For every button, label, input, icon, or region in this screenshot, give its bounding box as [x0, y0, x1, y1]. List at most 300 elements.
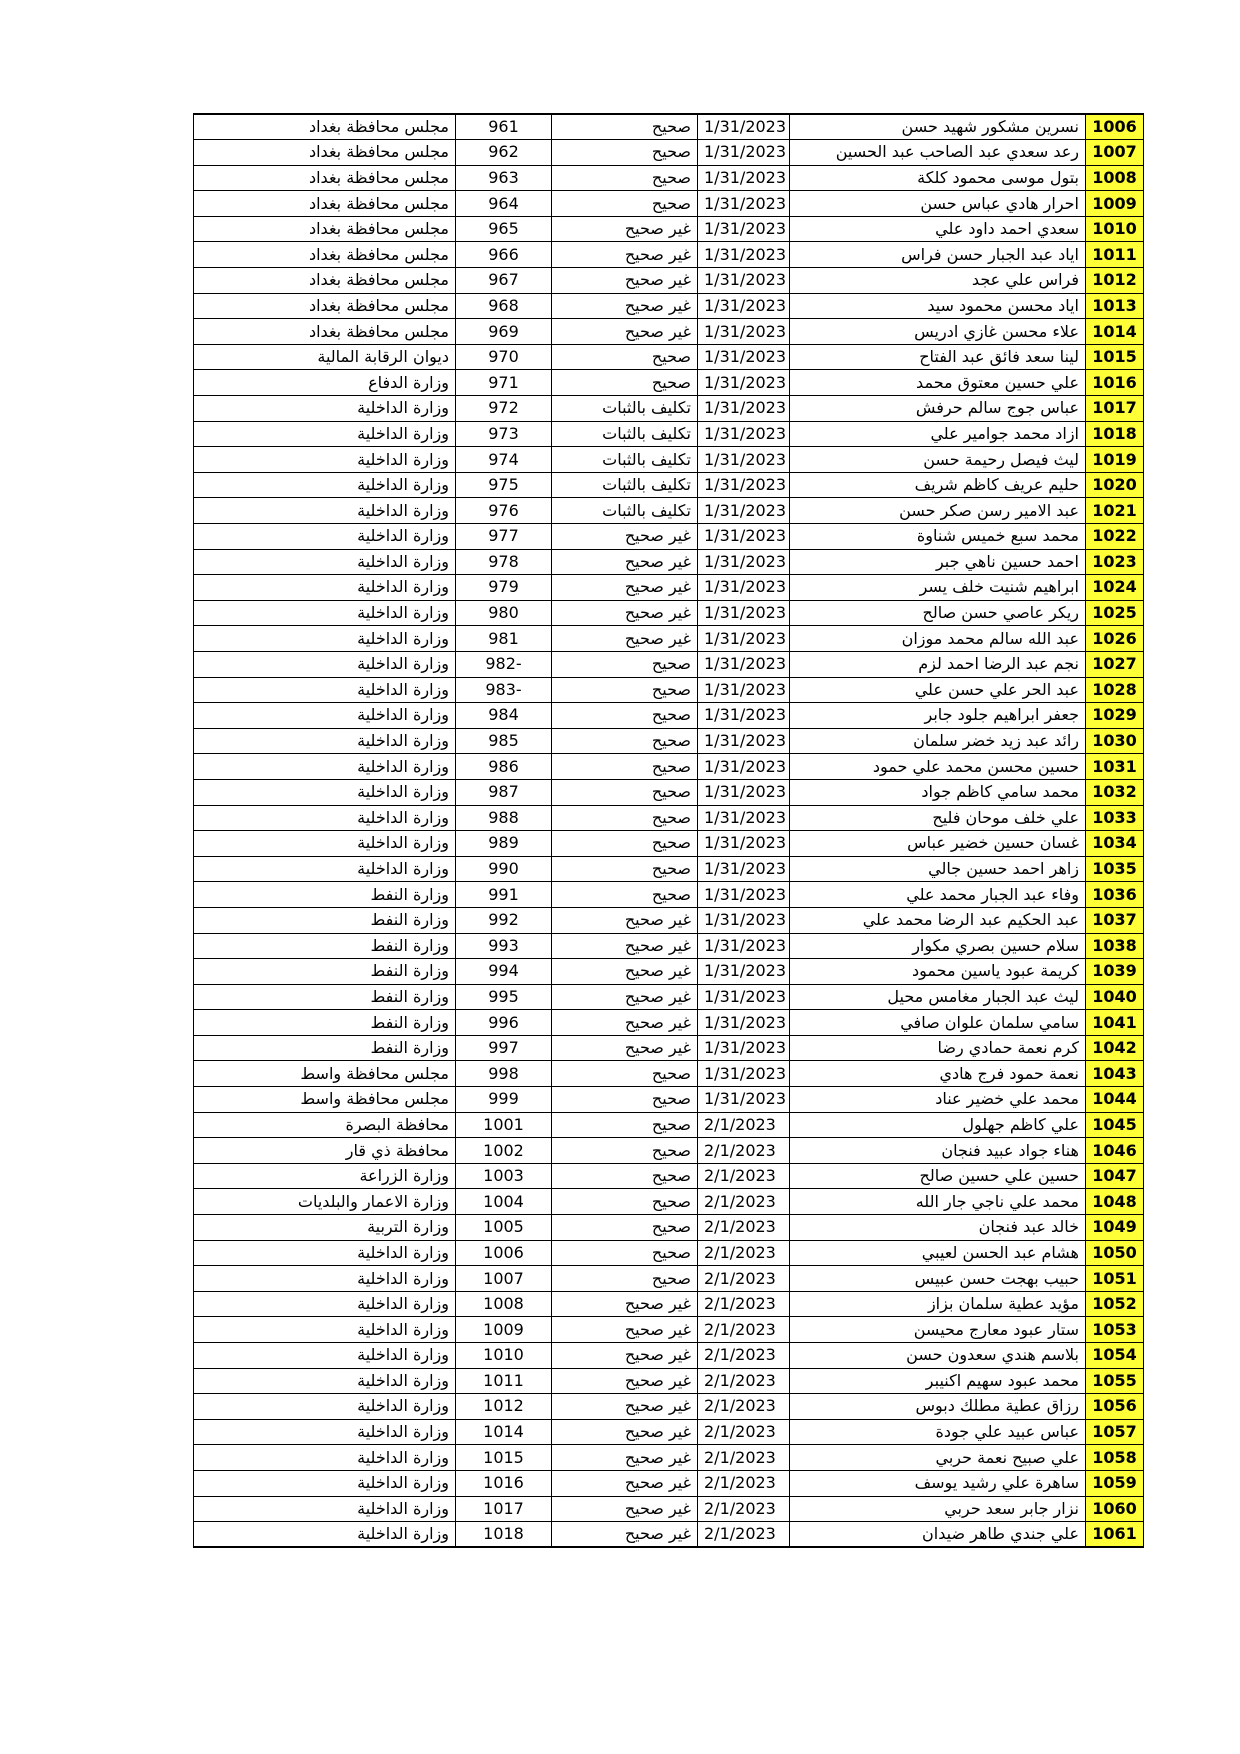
date-cell: 1/31/2023: [698, 626, 790, 652]
status-cell: صحيح: [552, 114, 698, 140]
number-cell: 968: [456, 293, 552, 319]
table-row: [194, 1496, 1144, 1522]
number-cell: 983-: [456, 677, 552, 703]
table-row: [194, 626, 1144, 652]
status-cell: صحيح: [552, 651, 698, 677]
entity-cell: وزارة النفط: [194, 907, 456, 933]
entity-cell: وزارة النفط: [194, 1010, 456, 1036]
number-cell: 1014: [456, 1419, 552, 1445]
date-cell: 2/1/2023: [698, 1368, 790, 1394]
date-cell: 2/1/2023: [698, 1445, 790, 1471]
name-cell: لينا سعد فائق عبد الفتاح: [790, 344, 1086, 370]
id-cell: 1045: [1086, 1112, 1144, 1138]
date-cell: 1/31/2023: [698, 396, 790, 422]
table-row: [194, 293, 1144, 319]
name-cell: نزار جابر سعد حربي: [790, 1496, 1086, 1522]
status-cell: صحيح: [552, 140, 698, 166]
name-cell: بتول موسى محمود كلكة: [790, 165, 1086, 191]
number-cell: 984: [456, 703, 552, 729]
id-cell: 1015: [1086, 344, 1144, 370]
entity-cell: محافظة البصرة: [194, 1112, 456, 1138]
number-cell: 961: [456, 114, 552, 140]
number-cell: 963: [456, 165, 552, 191]
entity-cell: وزارة الداخلية: [194, 524, 456, 550]
table-row: [194, 447, 1144, 473]
entity-cell: وزارة الداخلية: [194, 549, 456, 575]
date-cell: 1/31/2023: [698, 728, 790, 754]
number-cell: 969: [456, 319, 552, 345]
date-cell: 2/1/2023: [698, 1470, 790, 1496]
number-cell: 976: [456, 498, 552, 524]
name-cell: ليث عبد الجبار مغامس محيل: [790, 984, 1086, 1010]
id-cell: 1047: [1086, 1163, 1144, 1189]
date-cell: 1/31/2023: [698, 1010, 790, 1036]
name-cell: محمد علي خضير عناد: [790, 1087, 1086, 1113]
entity-cell: وزارة الداخلية: [194, 600, 456, 626]
number-cell: 1006: [456, 1240, 552, 1266]
table-row: [194, 549, 1144, 575]
number-cell: 1018: [456, 1522, 552, 1548]
id-cell: 1038: [1086, 933, 1144, 959]
name-cell: محمد سبع خميس شناوة: [790, 524, 1086, 550]
name-cell: عباس عبيد علي جودة: [790, 1419, 1086, 1445]
date-cell: 2/1/2023: [698, 1163, 790, 1189]
table-row: [194, 651, 1144, 677]
date-cell: 1/31/2023: [698, 933, 790, 959]
id-cell: 1035: [1086, 856, 1144, 882]
id-cell: 1046: [1086, 1138, 1144, 1164]
name-cell: نعمة حمود فرج هادي: [790, 1061, 1086, 1087]
date-cell: 1/31/2023: [698, 293, 790, 319]
table-row: [194, 268, 1144, 294]
status-cell: غير صحيح: [552, 216, 698, 242]
status-cell: غير صحيح: [552, 1445, 698, 1471]
name-cell: كرم نعمة حمادي رضا: [790, 1035, 1086, 1061]
date-cell: 1/31/2023: [698, 907, 790, 933]
number-cell: 988: [456, 805, 552, 831]
status-cell: تكليف بالثبات: [552, 447, 698, 473]
table-row: [194, 344, 1144, 370]
date-cell: 1/31/2023: [698, 1087, 790, 1113]
status-cell: غير صحيح: [552, 1343, 698, 1369]
status-cell: صحيح: [552, 370, 698, 396]
entity-cell: وزارة النفط: [194, 984, 456, 1010]
date-cell: 1/31/2023: [698, 268, 790, 294]
status-cell: صحيح: [552, 191, 698, 217]
name-cell: عبد الحر علي حسن علي: [790, 677, 1086, 703]
entity-cell: وزارة الداخلية: [194, 396, 456, 422]
entity-cell: وزارة الداخلية: [194, 421, 456, 447]
number-cell: 1008: [456, 1291, 552, 1317]
date-cell: 1/31/2023: [698, 524, 790, 550]
status-cell: صحيح: [552, 728, 698, 754]
entity-cell: وزارة الداخلية: [194, 1419, 456, 1445]
entity-cell: محافظة ذي قار: [194, 1138, 456, 1164]
id-cell: 1048: [1086, 1189, 1144, 1215]
id-cell: 1031: [1086, 754, 1144, 780]
status-cell: غير صحيح: [552, 524, 698, 550]
date-cell: 2/1/2023: [698, 1419, 790, 1445]
entity-cell: وزارة الاعمار والبلديات: [194, 1189, 456, 1215]
status-cell: صحيح: [552, 1240, 698, 1266]
entity-cell: مجلس محافظة بغداد: [194, 216, 456, 242]
id-cell: 1020: [1086, 472, 1144, 498]
id-cell: 1044: [1086, 1087, 1144, 1113]
table-row: [194, 1010, 1144, 1036]
date-cell: 2/1/2023: [698, 1138, 790, 1164]
status-cell: غير صحيح: [552, 984, 698, 1010]
entity-cell: مجلس محافظة واسط: [194, 1087, 456, 1113]
id-cell: 1049: [1086, 1215, 1144, 1241]
table-row: [194, 754, 1144, 780]
id-cell: 1006: [1086, 114, 1144, 140]
id-cell: 1030: [1086, 728, 1144, 754]
number-cell: 999: [456, 1087, 552, 1113]
table-row: [194, 856, 1144, 882]
status-cell: صحيح: [552, 1138, 698, 1164]
date-cell: 1/31/2023: [698, 447, 790, 473]
id-cell: 1042: [1086, 1035, 1144, 1061]
id-cell: 1032: [1086, 779, 1144, 805]
name-cell: علي حسين معتوق محمد: [790, 370, 1086, 396]
name-cell: ليث فيصل رحيمة حسن: [790, 447, 1086, 473]
entity-cell: وزارة الداخلية: [194, 779, 456, 805]
table-row: [194, 1087, 1144, 1113]
name-cell: احرار هادي عباس حسن: [790, 191, 1086, 217]
status-cell: غير صحيح: [552, 1317, 698, 1343]
name-cell: سلام حسين بصري مكوار: [790, 933, 1086, 959]
number-cell: 1015: [456, 1445, 552, 1471]
id-cell: 1021: [1086, 498, 1144, 524]
name-cell: نجم عبد الرضا احمد لزم: [790, 651, 1086, 677]
id-cell: 1008: [1086, 165, 1144, 191]
entity-cell: وزارة الداخلية: [194, 1522, 456, 1548]
table-row: [194, 1035, 1144, 1061]
table-row: [194, 1291, 1144, 1317]
entity-cell: وزارة الداخلية: [194, 1317, 456, 1343]
table-row: [194, 1189, 1144, 1215]
id-cell: 1034: [1086, 831, 1144, 857]
id-cell: 1029: [1086, 703, 1144, 729]
name-cell: مؤيد عطية سلمان بزاز: [790, 1291, 1086, 1317]
table-row: [194, 907, 1144, 933]
status-cell: غير صحيح: [552, 575, 698, 601]
id-cell: 1007: [1086, 140, 1144, 166]
name-cell: زاهر احمد حسين جالي: [790, 856, 1086, 882]
date-cell: 2/1/2023: [698, 1496, 790, 1522]
date-cell: 1/31/2023: [698, 575, 790, 601]
status-cell: غير صحيح: [552, 1291, 698, 1317]
id-cell: 1028: [1086, 677, 1144, 703]
status-cell: صحيح: [552, 1215, 698, 1241]
date-cell: 1/31/2023: [698, 216, 790, 242]
id-cell: 1059: [1086, 1470, 1144, 1496]
status-cell: صحيح: [552, 165, 698, 191]
entity-cell: وزارة النفط: [194, 882, 456, 908]
entity-cell: مجلس محافظة بغداد: [194, 293, 456, 319]
id-cell: 1054: [1086, 1343, 1144, 1369]
number-cell: 995: [456, 984, 552, 1010]
date-cell: 1/31/2023: [698, 882, 790, 908]
date-cell: 1/31/2023: [698, 779, 790, 805]
status-cell: تكليف بالثبات: [552, 498, 698, 524]
date-cell: 1/31/2023: [698, 549, 790, 575]
name-cell: حسين علي حسين صالح: [790, 1163, 1086, 1189]
status-cell: صحيح: [552, 677, 698, 703]
id-cell: 1026: [1086, 626, 1144, 652]
entity-cell: وزارة الداخلية: [194, 1343, 456, 1369]
date-cell: 2/1/2023: [698, 1317, 790, 1343]
number-cell: 970: [456, 344, 552, 370]
entity-cell: وزارة الداخلية: [194, 575, 456, 601]
name-cell: سامي سلمان علوان صافي: [790, 1010, 1086, 1036]
number-cell: 1003: [456, 1163, 552, 1189]
status-cell: غير صحيح: [552, 626, 698, 652]
status-cell: تكليف بالثبات: [552, 472, 698, 498]
number-cell: 1004: [456, 1189, 552, 1215]
id-cell: 1014: [1086, 319, 1144, 345]
table-row: [194, 370, 1144, 396]
entity-cell: وزارة الداخلية: [194, 498, 456, 524]
status-cell: غير صحيح: [552, 1394, 698, 1420]
entity-cell: وزارة التربية: [194, 1215, 456, 1241]
name-cell: عبد الله سالم محمد موزان: [790, 626, 1086, 652]
entity-cell: وزارة الداخلية: [194, 677, 456, 703]
name-cell: رزاق عطية مطلك دبوس: [790, 1394, 1086, 1420]
id-cell: 1012: [1086, 268, 1144, 294]
entity-cell: وزارة الدفاع: [194, 370, 456, 396]
status-cell: تكليف بالثبات: [552, 396, 698, 422]
number-cell: 974: [456, 447, 552, 473]
entity-cell: وزارة الزراعة: [194, 1163, 456, 1189]
table-row: [194, 1163, 1144, 1189]
number-cell: 967: [456, 268, 552, 294]
date-cell: 1/31/2023: [698, 984, 790, 1010]
name-cell: فراس علي عجد: [790, 268, 1086, 294]
number-cell: 972: [456, 396, 552, 422]
name-cell: غسان حسين خضير عباس: [790, 831, 1086, 857]
entity-cell: وزارة الداخلية: [194, 651, 456, 677]
status-cell: صحيح: [552, 779, 698, 805]
table-row: [194, 1445, 1144, 1471]
name-cell: عبد الامير رسن صكر حسن: [790, 498, 1086, 524]
id-cell: 1017: [1086, 396, 1144, 422]
status-cell: غير صحيح: [552, 242, 698, 268]
entity-cell: وزارة النفط: [194, 933, 456, 959]
table-row: [194, 319, 1144, 345]
table-row: [194, 1394, 1144, 1420]
id-cell: 1060: [1086, 1496, 1144, 1522]
name-cell: بلاسم هندي سعدون حسن: [790, 1343, 1086, 1369]
id-cell: 1033: [1086, 805, 1144, 831]
date-cell: 1/31/2023: [698, 856, 790, 882]
records-table-body: [194, 114, 1144, 1547]
table-row: [194, 1112, 1144, 1138]
number-cell: 1016: [456, 1470, 552, 1496]
id-cell: 1019: [1086, 447, 1144, 473]
entity-cell: مجلس محافظة بغداد: [194, 140, 456, 166]
name-cell: خالد عبد فنجان: [790, 1215, 1086, 1241]
entity-cell: وزارة النفط: [194, 1035, 456, 1061]
name-cell: عباس جوج سالم حرفش: [790, 396, 1086, 422]
date-cell: 1/31/2023: [698, 140, 790, 166]
table-row: [194, 1368, 1144, 1394]
number-cell: 965: [456, 216, 552, 242]
name-cell: عبد الحكيم عبد الرضا محمد علي: [790, 907, 1086, 933]
number-cell: 975: [456, 472, 552, 498]
date-cell: 1/31/2023: [698, 191, 790, 217]
entity-cell: وزارة الداخلية: [194, 1266, 456, 1292]
date-cell: 1/31/2023: [698, 472, 790, 498]
status-cell: غير صحيح: [552, 268, 698, 294]
date-cell: 2/1/2023: [698, 1394, 790, 1420]
table-row: [194, 779, 1144, 805]
number-cell: 978: [456, 549, 552, 575]
name-cell: ابراهيم شنيت خلف يسر: [790, 575, 1086, 601]
name-cell: سعدي احمد داود علي: [790, 216, 1086, 242]
entity-cell: ديوان الرقابة المالية: [194, 344, 456, 370]
entity-cell: وزارة الداخلية: [194, 1394, 456, 1420]
number-cell: 982-: [456, 651, 552, 677]
id-cell: 1022: [1086, 524, 1144, 550]
status-cell: غير صحيح: [552, 1419, 698, 1445]
number-cell: 987: [456, 779, 552, 805]
name-cell: حسين محسن محمد علي حمود: [790, 754, 1086, 780]
table-row: [194, 575, 1144, 601]
date-cell: 2/1/2023: [698, 1343, 790, 1369]
number-cell: 993: [456, 933, 552, 959]
number-cell: 1009: [456, 1317, 552, 1343]
status-cell: غير صحيح: [552, 1035, 698, 1061]
date-cell: 1/31/2023: [698, 805, 790, 831]
name-cell: علي صبيح نعمة حربي: [790, 1445, 1086, 1471]
status-cell: صحيح: [552, 856, 698, 882]
date-cell: 1/31/2023: [698, 1035, 790, 1061]
number-cell: 985: [456, 728, 552, 754]
table-row: [194, 498, 1144, 524]
id-cell: 1051: [1086, 1266, 1144, 1292]
id-cell: 1041: [1086, 1010, 1144, 1036]
id-cell: 1057: [1086, 1419, 1144, 1445]
name-cell: احمد حسين ناهي جبر: [790, 549, 1086, 575]
name-cell: حليم عريف كاظم شريف: [790, 472, 1086, 498]
date-cell: 2/1/2023: [698, 1215, 790, 1241]
table-row: [194, 1061, 1144, 1087]
status-cell: غير صحيح: [552, 319, 698, 345]
number-cell: 1012: [456, 1394, 552, 1420]
status-cell: صحيح: [552, 1112, 698, 1138]
id-cell: 1036: [1086, 882, 1144, 908]
name-cell: هناء جواد عبيد فنجان: [790, 1138, 1086, 1164]
id-cell: 1055: [1086, 1368, 1144, 1394]
number-cell: 994: [456, 959, 552, 985]
date-cell: 2/1/2023: [698, 1266, 790, 1292]
status-cell: غير صحيح: [552, 959, 698, 985]
table-row: [194, 728, 1144, 754]
status-cell: غير صحيح: [552, 1368, 698, 1394]
status-cell: تكليف بالثبات: [552, 421, 698, 447]
table-row: [194, 831, 1144, 857]
table-row: [194, 1138, 1144, 1164]
status-cell: غير صحيح: [552, 933, 698, 959]
entity-cell: مجلس محافظة بغداد: [194, 165, 456, 191]
name-cell: رائد عبد زيد خضر سلمان: [790, 728, 1086, 754]
name-cell: اياد محسن محمود سيد: [790, 293, 1086, 319]
status-cell: صحيح: [552, 1087, 698, 1113]
name-cell: رعد سعدي عبد الصاحب عبد الحسين: [790, 140, 1086, 166]
name-cell: جعفر ابراهيم جلود جابر: [790, 703, 1086, 729]
table-row: [194, 1343, 1144, 1369]
id-cell: 1027: [1086, 651, 1144, 677]
date-cell: 1/31/2023: [698, 114, 790, 140]
table-row: [194, 1522, 1144, 1548]
entity-cell: وزارة الداخلية: [194, 728, 456, 754]
table-row: [194, 472, 1144, 498]
entity-cell: وزارة الداخلية: [194, 1445, 456, 1471]
id-cell: 1023: [1086, 549, 1144, 575]
name-cell: محمد علي ناجي جار الله: [790, 1189, 1086, 1215]
status-cell: غير صحيح: [552, 1522, 698, 1548]
table-row: [194, 882, 1144, 908]
status-cell: صحيح: [552, 1266, 698, 1292]
table-row: [194, 524, 1144, 550]
number-cell: 979: [456, 575, 552, 601]
table-row: [194, 165, 1144, 191]
entity-cell: مجلس محافظة بغداد: [194, 268, 456, 294]
id-cell: 1058: [1086, 1445, 1144, 1471]
status-cell: صحيح: [552, 1163, 698, 1189]
id-cell: 1025: [1086, 600, 1144, 626]
id-cell: 1024: [1086, 575, 1144, 601]
entity-cell: وزارة الداخلية: [194, 1240, 456, 1266]
number-cell: 1017: [456, 1496, 552, 1522]
number-cell: 981: [456, 626, 552, 652]
entity-cell: وزارة الداخلية: [194, 703, 456, 729]
number-cell: 971: [456, 370, 552, 396]
table-row: [194, 933, 1144, 959]
date-cell: 1/31/2023: [698, 165, 790, 191]
date-cell: 1/31/2023: [698, 831, 790, 857]
name-cell: نسرين مشكور شهيد حسن: [790, 114, 1086, 140]
status-cell: غير صحيح: [552, 907, 698, 933]
number-cell: 1005: [456, 1215, 552, 1241]
table-row: [194, 677, 1144, 703]
date-cell: 1/31/2023: [698, 754, 790, 780]
number-cell: 977: [456, 524, 552, 550]
date-cell: 2/1/2023: [698, 1189, 790, 1215]
status-cell: غير صحيح: [552, 549, 698, 575]
date-cell: 1/31/2023: [698, 651, 790, 677]
date-cell: 2/1/2023: [698, 1522, 790, 1548]
date-cell: 1/31/2023: [698, 703, 790, 729]
id-cell: 1061: [1086, 1522, 1144, 1548]
status-cell: غير صحيح: [552, 1496, 698, 1522]
status-cell: غير صحيح: [552, 1010, 698, 1036]
date-cell: 1/31/2023: [698, 1061, 790, 1087]
entity-cell: مجلس محافظة بغداد: [194, 319, 456, 345]
table-row: [194, 216, 1144, 242]
name-cell: علي جندي طاهر ضيدان: [790, 1522, 1086, 1548]
name-cell: وفاء عبد الجبار محمد علي: [790, 882, 1086, 908]
number-cell: 997: [456, 1035, 552, 1061]
entity-cell: وزارة الداخلية: [194, 754, 456, 780]
id-cell: 1052: [1086, 1291, 1144, 1317]
entity-cell: وزارة النفط: [194, 959, 456, 985]
name-cell: ساهرة علي رشيد يوسف: [790, 1470, 1086, 1496]
status-cell: صحيح: [552, 831, 698, 857]
name-cell: علي خلف موحان فليح: [790, 805, 1086, 831]
entity-cell: وزارة الداخلية: [194, 1470, 456, 1496]
